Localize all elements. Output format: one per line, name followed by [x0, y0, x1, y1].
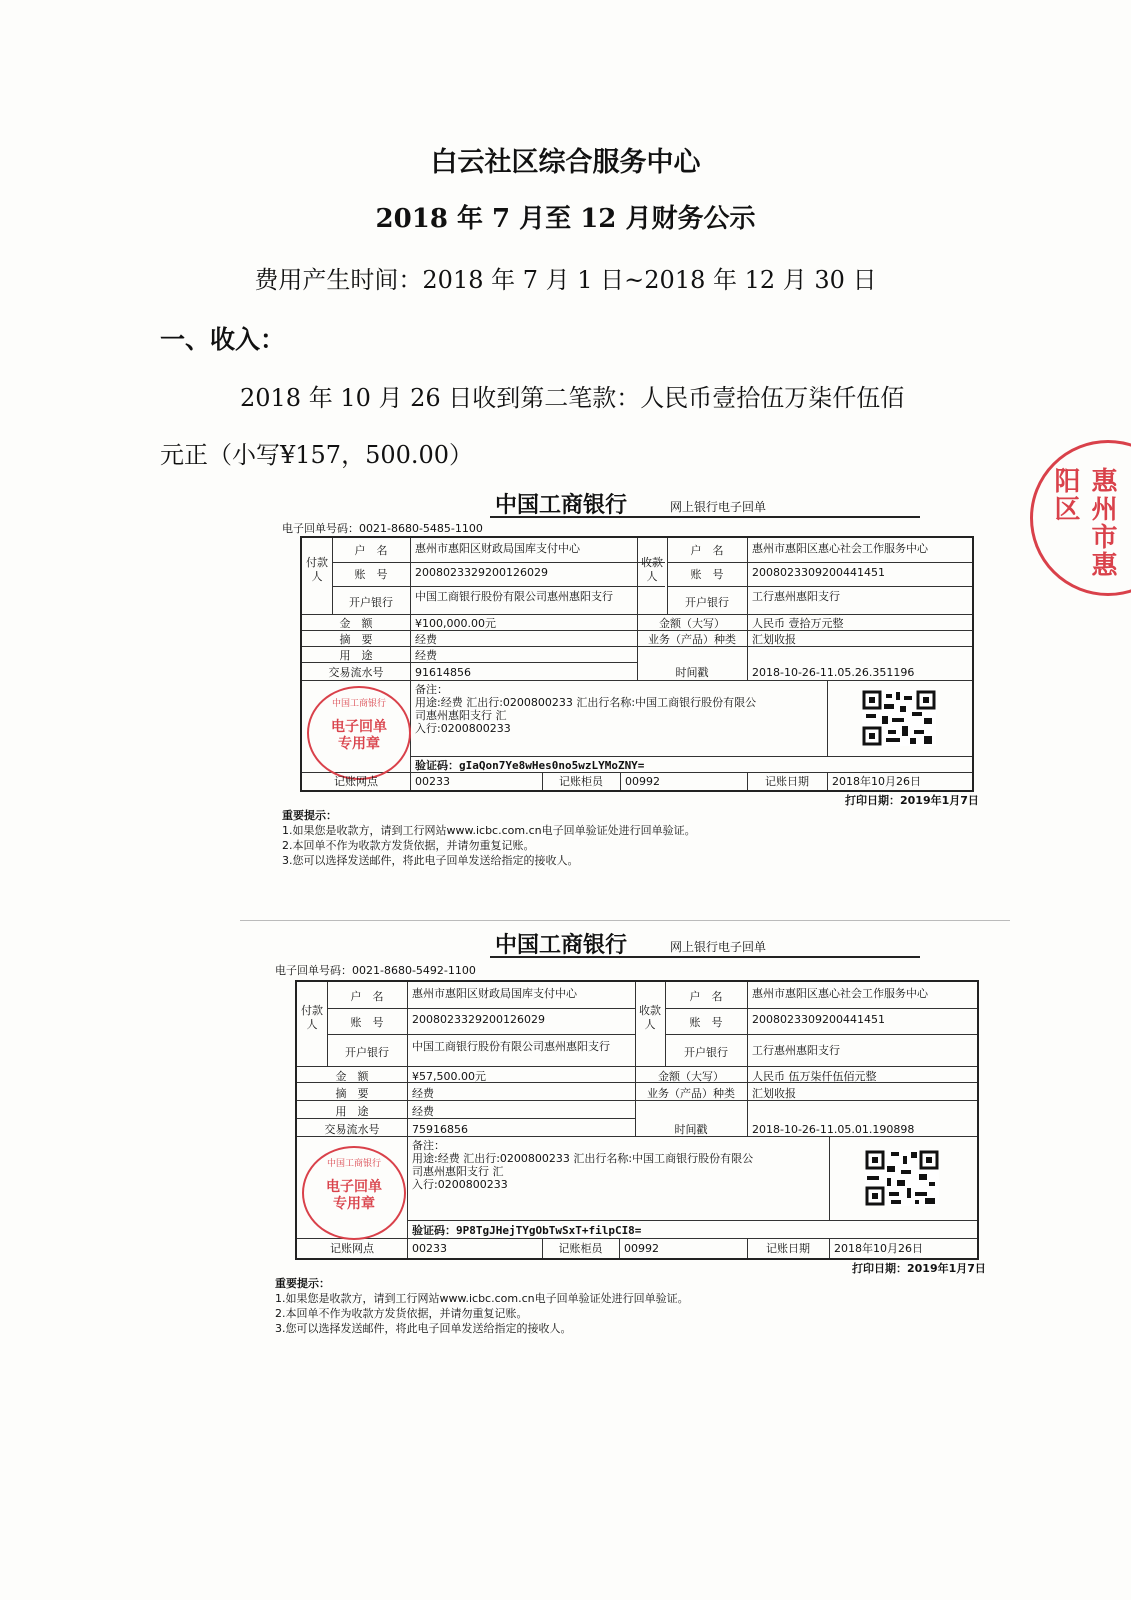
- tip-1: 1.如果您是收款方，请到工行网站www.icbc.com.cn电子回单验证处进行回单验证。: [282, 824, 696, 837]
- tip-3: 3.您可以选择发送邮件，将此电子回单发送给指定的接收人。: [275, 1322, 572, 1335]
- seal-line1: 电子回单: [326, 1179, 382, 1195]
- payer-name: 惠州市惠阳区财政局国库支付中心: [415, 542, 580, 555]
- remark-label: 备注：: [412, 1139, 445, 1152]
- amount-label: 金 额: [335, 1070, 369, 1083]
- date: 2018年10月26日: [832, 775, 921, 788]
- summary: 经费: [412, 1087, 434, 1100]
- receipt-subtitle: 网上银行电子回单: [670, 940, 767, 954]
- electronic-receipt-seal: [307, 686, 411, 780]
- receipt-divider: [240, 920, 1010, 921]
- date-label: 记账日期: [765, 775, 809, 788]
- date-label: 记账日期: [766, 1242, 810, 1255]
- payer-label: 付款人: [306, 556, 328, 583]
- electronic-receipt-seal: [302, 1146, 406, 1240]
- remark-line4: 入行:0200800233: [415, 722, 511, 735]
- payee-name: 惠州市惠阳区惠心社会工作服务中心: [752, 542, 928, 555]
- usage: 经费: [415, 649, 437, 662]
- serial-label: 交易流水号: [324, 1123, 380, 1136]
- tip-1: 1.如果您是收款方，请到工行网站www.icbc.com.cn电子回单验证处进行回单验证。: [275, 1292, 689, 1305]
- bank-name: 中国工商银行: [495, 933, 628, 958]
- usage: 经费: [412, 1105, 434, 1118]
- payer-acct: 2008023329200126029: [415, 566, 548, 579]
- payee-acct: 2008023309200441451: [752, 1013, 885, 1026]
- receipt-table: [295, 980, 979, 1260]
- serial-label: 交易流水号: [328, 666, 384, 679]
- org-title: 白云社区综合服务中心: [430, 147, 701, 178]
- seal-bank: 中国工商银行: [326, 1159, 381, 1169]
- period-title: 2018 年 7 月至 12 月财务公示: [375, 204, 756, 234]
- time-label: 时间戳: [675, 666, 709, 679]
- seal-line2: 专用章: [333, 1196, 375, 1212]
- amount-label: 金 额: [339, 617, 373, 630]
- verify-code: 验证码：gIaQon7Ye8wHes0no5wzLYMoZNY=: [415, 759, 645, 772]
- cost-period: 费用产生时间：2018 年 7 月 1 日~2018 年 12 月 30 日: [254, 266, 877, 294]
- tip-2: 2.本回单不作为收款方发货依据，并请勿重复记账。: [282, 839, 535, 852]
- payee-acct: 2008023309200441451: [752, 566, 885, 579]
- tips-title: 重要提示：: [275, 1277, 330, 1290]
- remark-line3: 司惠州惠阳支行 汇: [415, 709, 507, 722]
- print-date: 打印日期：2019年1月7日: [852, 1262, 986, 1275]
- stamp-text: 惠州市惠阳区: [1050, 467, 1117, 579]
- seal-line1: 电子回单: [331, 719, 387, 735]
- bank-receipt-1: [0, 480, 1131, 880]
- payee-bank-label: 开户银行: [685, 596, 729, 609]
- amount: ¥57,500.00元: [412, 1070, 486, 1083]
- bank-receipt-2: [0, 922, 1131, 1362]
- serial: 75916856: [412, 1123, 468, 1136]
- payer-bank-label: 开户银行: [349, 596, 393, 609]
- payee-bank: 工行惠州惠阳支行: [752, 1044, 840, 1057]
- payee-bank: 工行惠州惠阳支行: [752, 590, 840, 603]
- serial: 91614856: [415, 666, 471, 679]
- seal-line2: 专用章: [338, 736, 380, 752]
- payee-acct-label: 账 号: [689, 1016, 723, 1029]
- remark-line3: 司惠州惠阳支行 汇: [412, 1165, 504, 1178]
- summary-label: 摘 要: [335, 1087, 369, 1100]
- post-label: 记账网点: [334, 775, 378, 788]
- receipt-subtitle: 网上银行电子回单: [670, 500, 767, 514]
- payer-acct: 2008023329200126029: [412, 1013, 545, 1026]
- usage-label: 用 途: [335, 1105, 369, 1118]
- qr-code-icon: [865, 1150, 939, 1206]
- payer-acct-label: 账 号: [350, 1016, 384, 1029]
- tips-title: 重要提示：: [282, 809, 337, 822]
- payee-label: 收款人: [639, 1004, 661, 1031]
- time: 2018-10-26-11.05.26.351196: [752, 666, 915, 679]
- title-rule: [490, 956, 920, 958]
- payer-name-label: 户 名: [354, 544, 388, 557]
- payee-name-label: 户 名: [690, 544, 724, 557]
- tip-3: 3.您可以选择发送邮件，将此电子回单发送给指定的接收人。: [282, 854, 579, 867]
- teller: 00992: [625, 775, 660, 788]
- time-label: 时间戳: [674, 1123, 708, 1136]
- payee-bank-label: 开户银行: [684, 1046, 728, 1059]
- income-paragraph-line2: 元正（小写¥157，500.00）: [160, 441, 474, 469]
- summary: 经费: [415, 633, 437, 646]
- seal-bank: 中国工商银行: [331, 699, 386, 709]
- payer-bank: 中国工商银行股份有限公司惠州惠阳支行: [412, 1040, 610, 1053]
- teller-label: 记账柜员: [558, 1242, 603, 1255]
- post: 00233: [415, 775, 450, 788]
- payee-name-label: 户 名: [689, 990, 723, 1003]
- title-rule: [490, 516, 920, 518]
- payer-bank: 中国工商银行股份有限公司惠州惠阳支行: [415, 590, 613, 603]
- remark-line2: 用途:经费 汇出行:0200800233 汇出行名称:中国工商银行股份有限公: [415, 696, 757, 709]
- biz-label: 业务（产品）种类: [647, 1087, 735, 1100]
- payee-label: 收款人: [641, 556, 663, 583]
- bank-name: 中国工商银行: [495, 493, 628, 518]
- print-date: 打印日期：2019年1月7日: [845, 794, 979, 807]
- biz: 汇划收报: [752, 1087, 796, 1100]
- teller: 00992: [624, 1242, 659, 1255]
- amount-cn: 人民币 伍万柒仟伍佰元整: [752, 1070, 877, 1083]
- date: 2018年10月26日: [834, 1242, 923, 1255]
- amount-cn: 人民币 壹拾万元整: [752, 617, 844, 630]
- payee-name: 惠州市惠阳区惠心社会工作服务中心: [752, 987, 928, 1000]
- teller-label: 记账柜员: [559, 775, 603, 788]
- biz-label: 业务（产品）种类: [648, 633, 736, 646]
- section-title-income: 一、收入：: [160, 325, 286, 354]
- tip-2: 2.本回单不作为收款方发货依据，并请勿重复记账。: [275, 1307, 528, 1320]
- payer-name: 惠州市惠阳区财政局国库支付中心: [412, 987, 577, 1000]
- payee-acct-label: 账 号: [690, 568, 724, 581]
- income-paragraph-line1: 2018 年 10 月 26 日收到第二笔款：人民币壹拾伍万柒仟伍佰: [240, 384, 905, 412]
- payer-bank-label: 开户银行: [345, 1046, 389, 1059]
- summary-label: 摘 要: [339, 633, 373, 646]
- payer-label: 付款人: [301, 1004, 323, 1031]
- remark-line2: 用途:经费 汇出行:0200800233 汇出行名称:中国工商银行股份有限公: [412, 1152, 754, 1165]
- receipt-table: [300, 536, 974, 792]
- payer-acct-label: 账 号: [354, 568, 388, 581]
- receipt-number: 电子回单号码：0021-8680-5485-1100: [282, 522, 483, 535]
- usage-label: 用 途: [339, 649, 373, 662]
- time: 2018-10-26-11.05.01.190898: [752, 1123, 915, 1136]
- receipt-number: 电子回单号码：0021-8680-5492-1100: [275, 964, 476, 977]
- remark-label: 备注：: [415, 683, 448, 696]
- amount-cn-label: 金额（大写）: [659, 617, 725, 630]
- payer-name-label: 户 名: [350, 990, 384, 1003]
- verify-code: 验证码：9P8TgJHejTYgObTwSxT+filpCI8=: [412, 1224, 642, 1237]
- biz: 汇划收报: [752, 633, 796, 646]
- post-label: 记账网点: [330, 1242, 374, 1255]
- qr-code-icon: [862, 690, 936, 746]
- amount-cn-label: 金额（大写）: [658, 1070, 724, 1083]
- post: 00233: [412, 1242, 447, 1255]
- remark-line4: 入行:0200800233: [412, 1178, 508, 1191]
- amount: ¥100,000.00元: [415, 617, 496, 630]
